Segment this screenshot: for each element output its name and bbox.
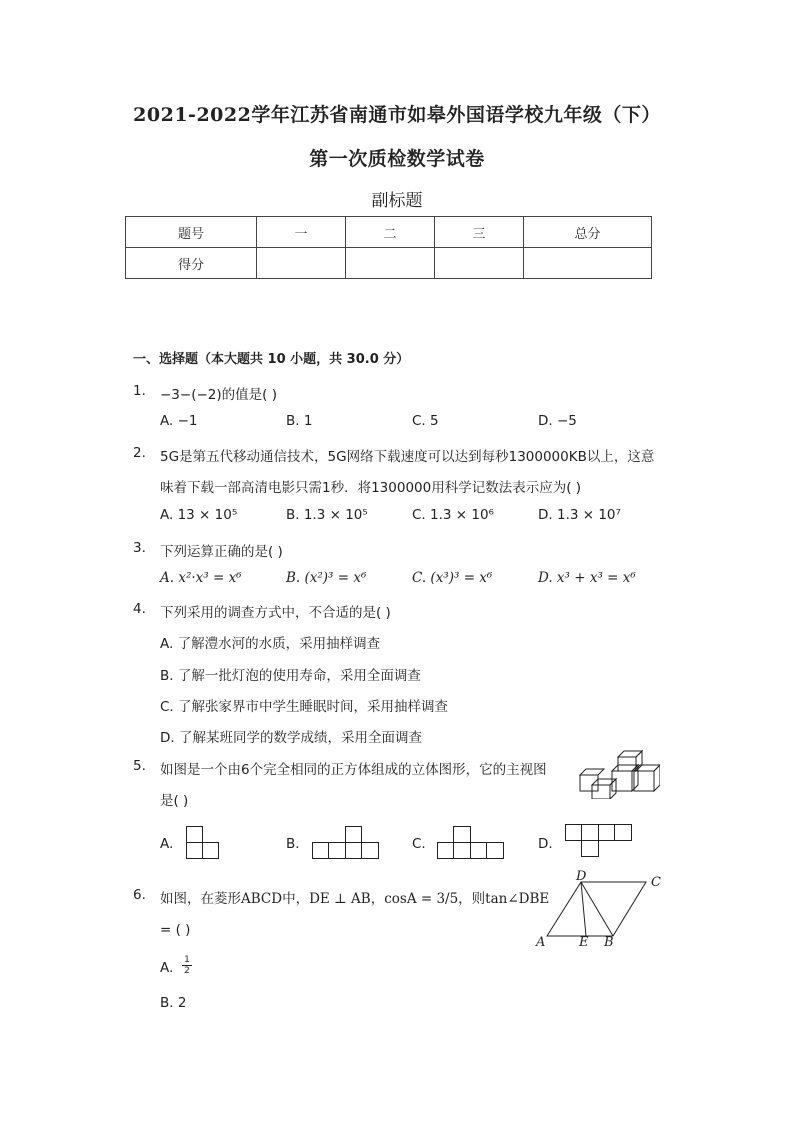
option-d: D. 了解某班同学的数学成绩，采用全面调查 (160, 730, 422, 746)
option-d: D. x³ + x³ = x⁶ (538, 570, 636, 586)
option-d: D. 1.3 × 10⁷ (538, 507, 621, 523)
exam-subtitle: 副标题 (371, 191, 423, 211)
option-d-label: D. (538, 836, 553, 852)
question-number: 3. (133, 540, 146, 556)
question-stem-line1: 如图是一个由6个完全相同的正方体组成的立体图形，它的主视图 (160, 762, 547, 778)
option-a-fraction (182, 955, 192, 976)
option-c: C. (x³)³ = x⁶ (412, 570, 493, 586)
option-a: A. 了解澧水河的水质，采用抽样调查 (160, 636, 381, 652)
vertex-label-e: E (579, 935, 589, 950)
option-b: B. 2 (160, 995, 187, 1011)
vertex-label-a: A (536, 935, 546, 950)
view-option-c-figure (437, 826, 505, 860)
score-cell[interactable] (524, 248, 652, 279)
view-option-b-figure (312, 826, 380, 860)
question-stem-line1: 5G是第五代移动通信技术，5G网络下载速度可以达到每秒1300000KB以上，这意 (160, 449, 655, 465)
cube-solid-figure (578, 749, 660, 799)
fraction-numerator: 1 (184, 955, 190, 965)
question-number: 4. (133, 601, 146, 617)
option-a: A. x²·x³ = x⁶ (160, 570, 242, 586)
question-number: 1. (133, 383, 146, 399)
score-table-header-row (126, 217, 652, 248)
option-c: C. 了解张家界市中学生睡眠时间，采用抽样调查 (160, 699, 449, 715)
fraction-denominator: 2 (182, 965, 192, 976)
question-number: 6. (133, 887, 146, 903)
view-option-d-figure (565, 824, 633, 858)
question-number: 5. (133, 758, 146, 774)
option-b: B. 1 (286, 413, 313, 429)
score-table-row (126, 248, 652, 279)
score-header-cell: 总分 (524, 217, 652, 248)
vertex-label-c: C (651, 875, 661, 890)
option-a: A. −1 (160, 413, 198, 429)
question-stem-line2: 是( ) (160, 793, 189, 809)
exam-title-line1: 2021-2022学年江苏省南通市如皋外国语学校九年级（下） (133, 104, 661, 126)
score-cell[interactable] (435, 248, 524, 279)
option-c: C. 5 (412, 413, 439, 429)
section-heading: 一、选择题（本大题共 10 小题，共 30.0 分） (133, 352, 410, 367)
score-header-cell: 题号 (126, 217, 257, 248)
option-d: D. −5 (538, 413, 577, 429)
score-header-cell: 一 (257, 217, 346, 248)
question-stem-line2: 味着下载一部高清电影只需1秒．将1300000用科学记数法表示应为( ) (160, 480, 582, 496)
rhombus-figure (534, 868, 664, 950)
option-a-label: A. (160, 836, 174, 852)
question-stem-line2: = ( ) (160, 922, 191, 938)
option-b: B. 了解一批灯泡的使用寿命，采用全面调查 (160, 668, 421, 684)
exam-title-line2: 第一次质检数学试卷 (309, 148, 485, 170)
question-stem: −3−(−2)的值是( ) (160, 387, 277, 403)
option-b: B. 1.3 × 10⁵ (286, 507, 368, 523)
option-c: C. 1.3 × 10⁶ (412, 507, 494, 523)
vertex-label-b: B (604, 935, 614, 950)
score-table (125, 216, 652, 279)
question-number: 2. (133, 445, 146, 461)
option-a-label: A. (160, 960, 174, 976)
score-header-cell: 三 (435, 217, 524, 248)
view-option-a-figure (186, 826, 220, 860)
score-cell[interactable] (346, 248, 435, 279)
option-c-label: C. (412, 836, 426, 852)
option-b: B. (x²)³ = x⁶ (286, 570, 367, 586)
score-header-cell: 二 (346, 217, 435, 248)
score-row-label: 得分 (126, 248, 257, 279)
question-stem: 下列采用的调查方式中，不合适的是( ) (160, 605, 391, 621)
option-b-label: B. (286, 836, 300, 852)
option-a: A. 13 × 10⁵ (160, 507, 238, 523)
question-stem-line1: 如图，在菱形ABCD中，DE ⊥ AB，cosA = 3/5，则tan∠DBE (160, 891, 550, 907)
score-cell[interactable] (257, 248, 346, 279)
vertex-label-d: D (576, 869, 587, 884)
question-stem: 下列运算正确的是( ) (160, 544, 283, 560)
